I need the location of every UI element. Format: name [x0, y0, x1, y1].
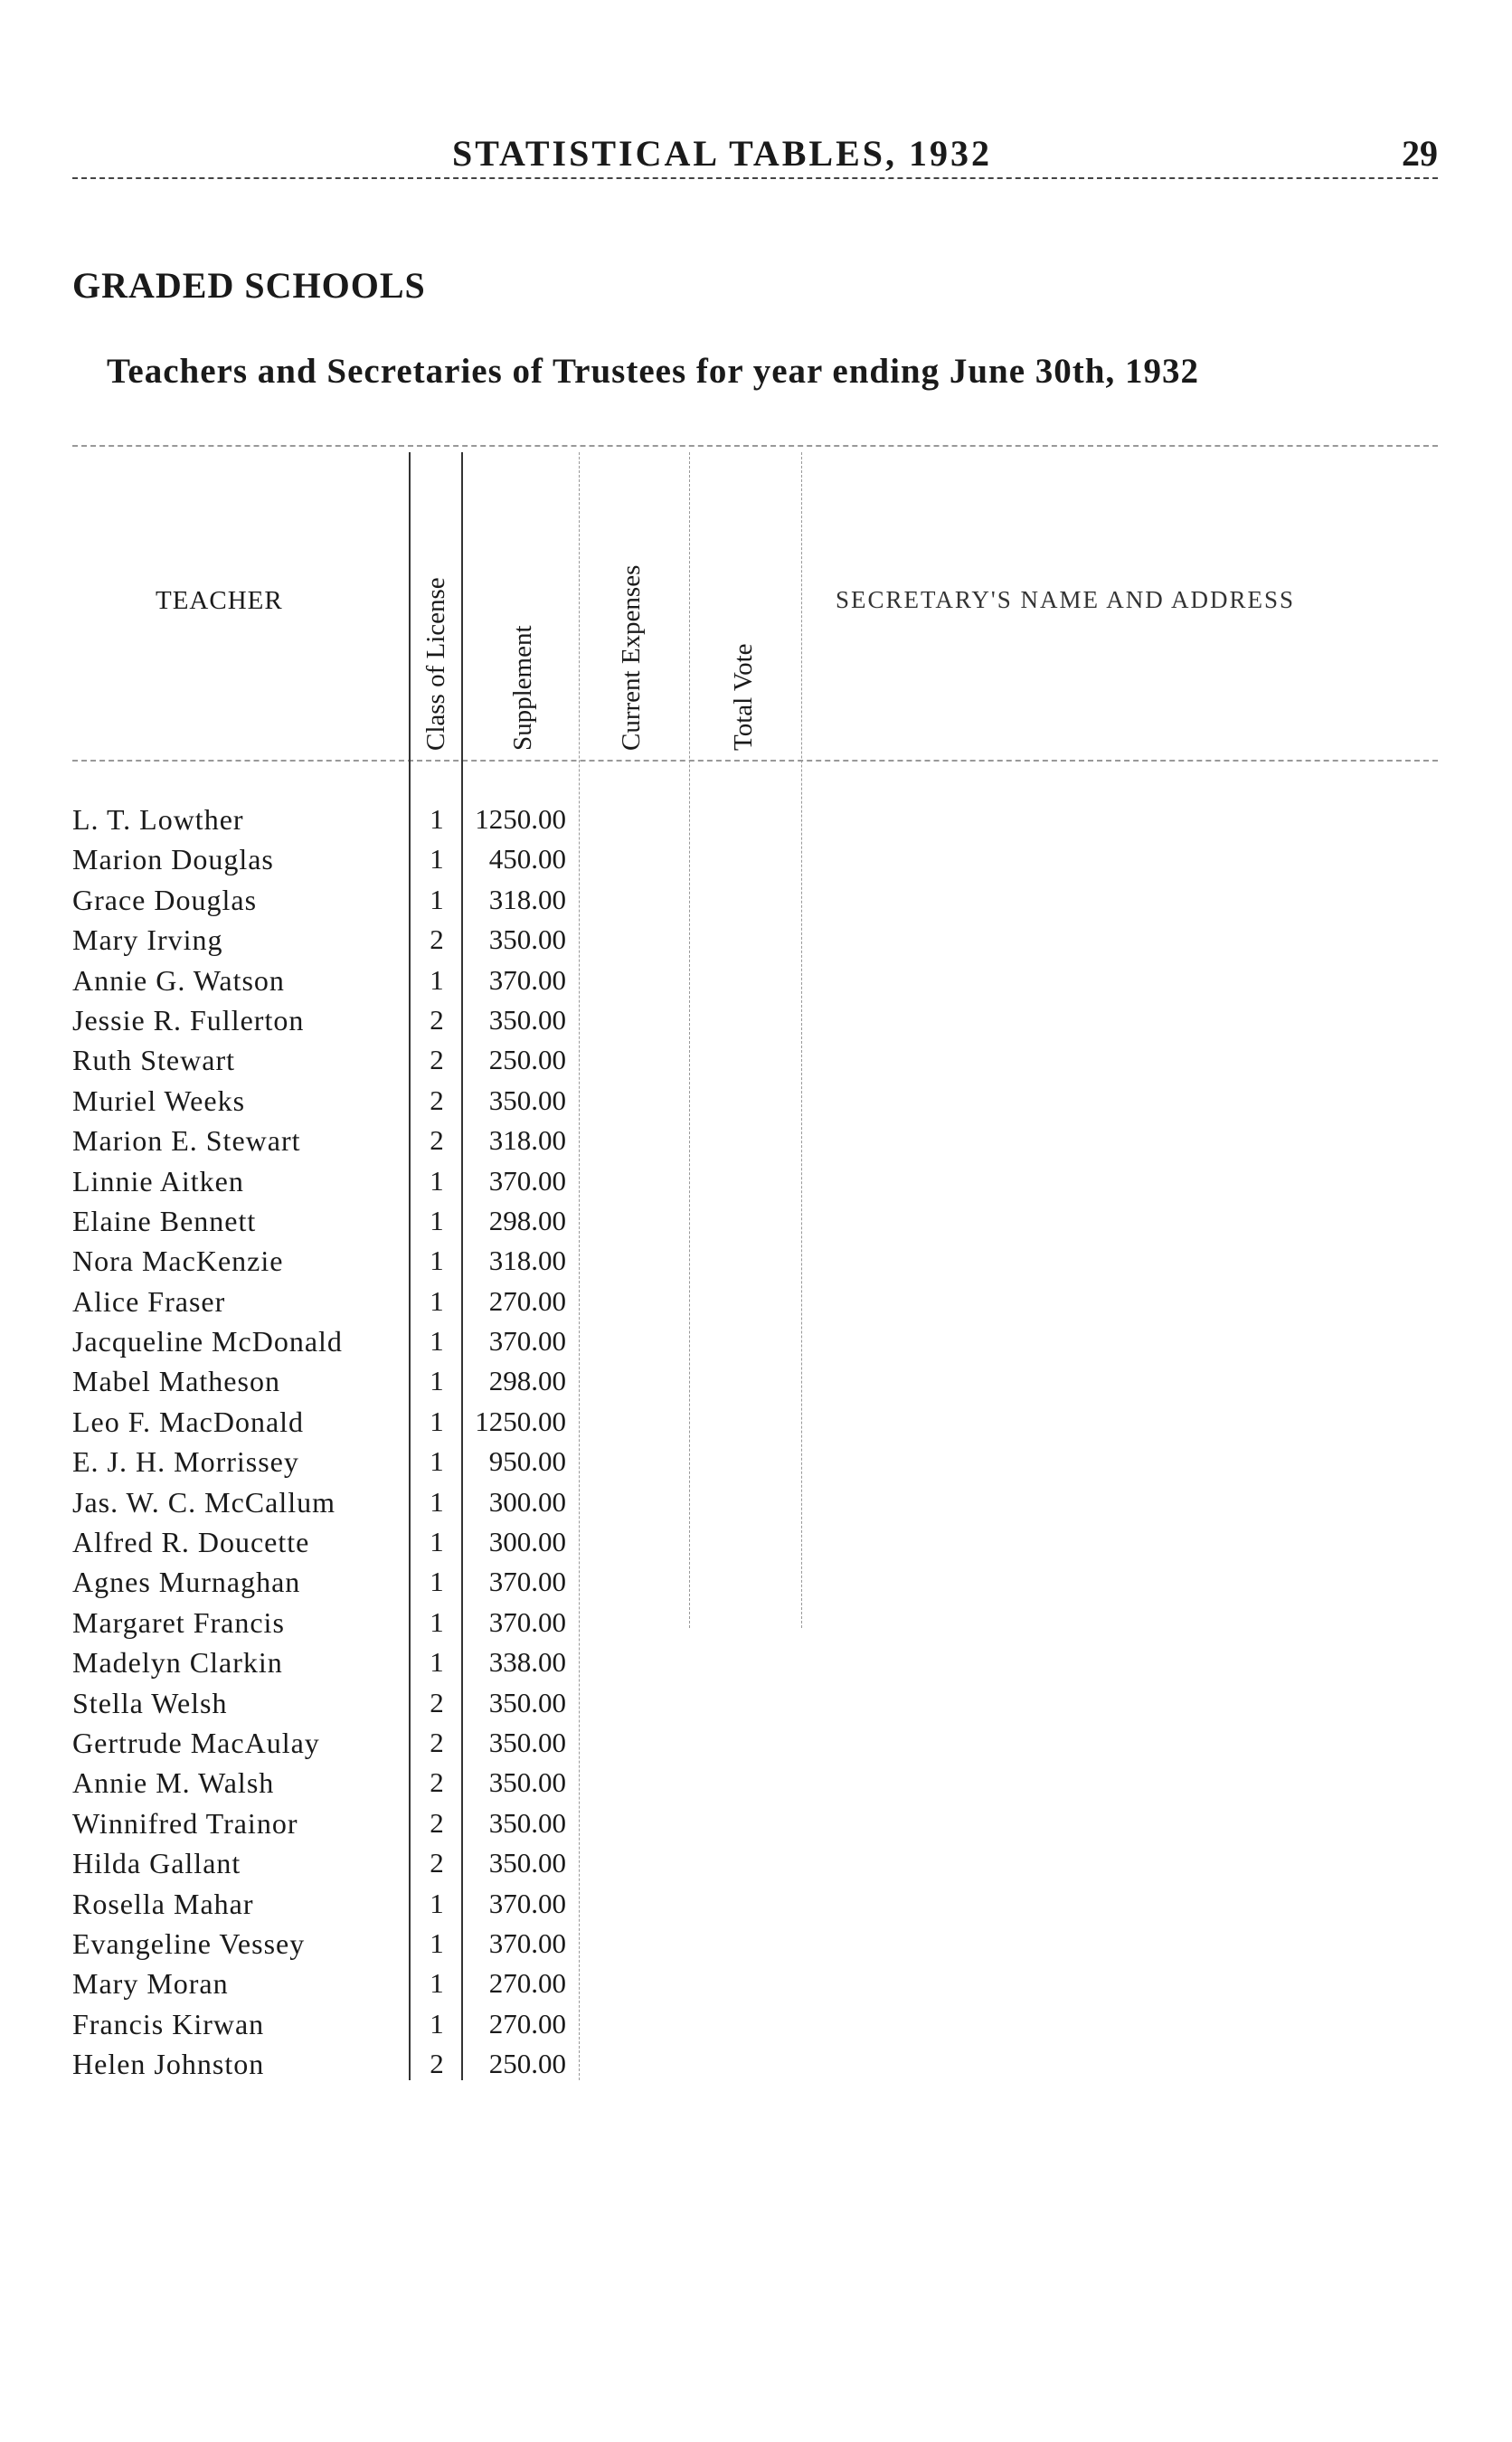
table-row	[0, 1763, 1512, 1803]
teacher-name: Marion Douglas	[72, 843, 274, 876]
teacher-name: Agnes Murnaghan	[72, 1566, 301, 1599]
table-row	[0, 839, 1512, 879]
supplement-value: 270.00	[488, 1284, 566, 1317]
table-row	[0, 1201, 1512, 1241]
header-teacher: TEACHER	[156, 586, 283, 615]
class-of-license: 1	[430, 1646, 444, 1679]
class-of-license: 1	[430, 1164, 444, 1197]
table-row	[0, 1964, 1512, 2003]
teacher-name: E. J. H. Morrissey	[72, 1445, 299, 1479]
teacher-name: Grace Douglas	[72, 883, 258, 916]
teacher-name: Alice Fraser	[72, 1284, 226, 1318]
supplement-value: 250.00	[488, 1044, 566, 1076]
teacher-name: Linnie Aitken	[72, 1164, 244, 1197]
class-of-license: 1	[430, 1365, 444, 1397]
table-row	[0, 1924, 1512, 1964]
table-row	[0, 1161, 1512, 1201]
class-of-license: 2	[430, 1044, 444, 1076]
supplement-value: 1250.00	[475, 1405, 566, 1437]
table-row	[0, 1040, 1512, 1080]
supplement-value: 318.00	[488, 1124, 566, 1157]
class-of-license: 2	[430, 1084, 444, 1116]
header-current-expenses: Current Expenses	[617, 564, 646, 751]
teacher-name: Muriel Weeks	[72, 1084, 246, 1117]
table-row	[0, 1000, 1512, 1040]
class-of-license: 1	[430, 1566, 444, 1598]
class-of-license: 1	[430, 1445, 444, 1478]
supplement-value: 350.00	[488, 1766, 566, 1799]
teacher-name: L. T. Lowther	[72, 803, 244, 836]
table-row	[0, 1884, 1512, 1924]
table-row	[0, 1482, 1512, 1522]
table-row	[0, 1241, 1512, 1281]
class-of-license: 1	[430, 1926, 444, 1959]
class-of-license: 1	[430, 963, 444, 996]
supplement-value: 370.00	[488, 1887, 566, 1919]
teacher-name: Annie M. Walsh	[72, 1766, 275, 1800]
table-header-rule	[72, 760, 1438, 762]
header-supplement: Supplement	[508, 625, 537, 751]
teacher-name: Rosella Mahar	[72, 1887, 254, 1920]
header-total-vote: Total Vote	[729, 643, 758, 751]
teacher-name: Evangeline Vessey	[72, 1926, 306, 1960]
table-row	[0, 1442, 1512, 1481]
supplement-value: 250.00	[488, 2048, 566, 2080]
supplement-value: 298.00	[488, 1204, 566, 1236]
teacher-name: Annie G. Watson	[72, 963, 285, 997]
class-of-license: 1	[430, 1405, 444, 1437]
teacher-name: Hilda Gallant	[72, 1847, 241, 1880]
table-body	[0, 800, 1512, 2085]
class-of-license: 1	[430, 1325, 444, 1358]
class-of-license: 1	[430, 803, 444, 835]
teacher-name: Ruth Stewart	[72, 1044, 235, 1077]
supplement-value: 950.00	[488, 1445, 566, 1478]
supplement-value: 370.00	[488, 963, 566, 996]
table-row	[0, 2004, 1512, 2044]
table-row	[0, 1361, 1512, 1401]
supplement-value: 318.00	[488, 1245, 566, 1277]
class-of-license: 1	[430, 843, 444, 876]
supplement-value: 450.00	[488, 843, 566, 876]
class-of-license: 2	[430, 1766, 444, 1799]
supplement-value: 370.00	[488, 1325, 566, 1358]
table-row	[0, 920, 1512, 960]
page-number: 29	[1402, 133, 1438, 174]
supplement-value: 370.00	[488, 1605, 566, 1638]
table-row	[0, 1723, 1512, 1763]
running-head	[72, 123, 1438, 179]
class-of-license: 1	[430, 1245, 444, 1277]
teacher-name: Francis Kirwan	[72, 2007, 265, 2040]
table-row	[0, 800, 1512, 839]
supplement-value: 270.00	[488, 1967, 566, 2000]
class-of-license: 1	[430, 2007, 444, 2040]
supplement-value: 318.00	[488, 883, 566, 915]
teacher-name: Mabel Matheson	[72, 1365, 280, 1398]
class-of-license: 2	[430, 1806, 444, 1839]
table-row	[0, 1522, 1512, 1562]
table-row	[0, 961, 1512, 1000]
class-of-license: 1	[430, 1967, 444, 2000]
class-of-license: 1	[430, 1284, 444, 1317]
class-of-license: 1	[430, 1526, 444, 1558]
supplement-value: 350.00	[488, 1847, 566, 1879]
supplement-value: 298.00	[488, 1365, 566, 1397]
table-row	[0, 1402, 1512, 1442]
table-row	[0, 1603, 1512, 1642]
teacher-name: Jas. W. C. McCallum	[72, 1485, 336, 1519]
table-row	[0, 880, 1512, 920]
teacher-name: Jessie R. Fullerton	[72, 1003, 305, 1036]
supplement-value: 370.00	[488, 1566, 566, 1598]
header-class-of-license: Class of License	[421, 577, 450, 751]
teacher-name: Margaret Francis	[72, 1605, 285, 1639]
supplement-value: 350.00	[488, 1003, 566, 1036]
supplement-value: 370.00	[488, 1926, 566, 1959]
table-subtitle: Teachers and Secretaries of Trustees for year ending June 30th, 1932	[107, 352, 1199, 391]
teacher-name: Madelyn Clarkin	[72, 1646, 283, 1680]
teacher-name: Jacqueline McDonald	[72, 1325, 343, 1358]
running-title: STATISTICAL TABLES, 1932	[452, 133, 993, 174]
supplement-value: 300.00	[488, 1485, 566, 1518]
supplement-value: 350.00	[488, 1686, 566, 1718]
supplement-value: 1250.00	[475, 803, 566, 835]
teacher-name: Helen Johnston	[72, 2048, 265, 2081]
supplement-value: 350.00	[488, 1806, 566, 1839]
teacher-name: Marion E. Stewart	[72, 1124, 301, 1158]
class-of-license: 1	[430, 1204, 444, 1236]
teacher-name: Elaine Bennett	[72, 1204, 257, 1237]
teacher-name: Alfred R. Doucette	[72, 1526, 310, 1559]
teacher-name: Mary Moran	[72, 1967, 229, 2001]
table-row	[0, 1803, 1512, 1843]
class-of-license: 1	[430, 1485, 444, 1518]
class-of-license: 1	[430, 1605, 444, 1638]
supplement-value: 350.00	[488, 1726, 566, 1758]
teacher-name: Winnifred Trainor	[72, 1806, 298, 1840]
teacher-name: Stella Welsh	[72, 1686, 228, 1719]
class-of-license: 2	[430, 1003, 444, 1036]
supplement-value: 338.00	[488, 1646, 566, 1679]
teacher-name: Nora MacKenzie	[72, 1245, 284, 1278]
class-of-license: 1	[430, 883, 444, 915]
table-row	[0, 2044, 1512, 2084]
class-of-license: 2	[430, 1726, 444, 1758]
class-of-license: 2	[430, 1686, 444, 1718]
class-of-license: 2	[430, 1124, 444, 1157]
table-row	[0, 1081, 1512, 1121]
class-of-license: 2	[430, 923, 444, 956]
supplement-value: 350.00	[488, 923, 566, 956]
class-of-license: 2	[430, 2048, 444, 2080]
table-top-rule	[72, 445, 1438, 447]
supplement-value: 300.00	[488, 1526, 566, 1558]
supplement-value: 350.00	[488, 1084, 566, 1116]
table-row	[0, 1562, 1512, 1602]
header-secretary: SECRETARY'S NAME AND ADDRESS	[836, 586, 1296, 613]
teacher-name: Gertrude MacAulay	[72, 1726, 320, 1759]
class-of-license: 2	[430, 1847, 444, 1879]
teacher-name: Leo F. MacDonald	[72, 1405, 305, 1438]
supplement-value: 370.00	[488, 1164, 566, 1197]
supplement-value: 270.00	[488, 2007, 566, 2040]
class-of-license: 1	[430, 1887, 444, 1919]
table-row	[0, 1843, 1512, 1883]
table-row	[0, 1642, 1512, 1682]
section-title: GRADED SCHOOLS	[72, 265, 426, 306]
table-row	[0, 1321, 1512, 1361]
teacher-name: Mary Irving	[72, 923, 223, 957]
table-row	[0, 1282, 1512, 1321]
table-row	[0, 1121, 1512, 1160]
table-row	[0, 1683, 1512, 1723]
